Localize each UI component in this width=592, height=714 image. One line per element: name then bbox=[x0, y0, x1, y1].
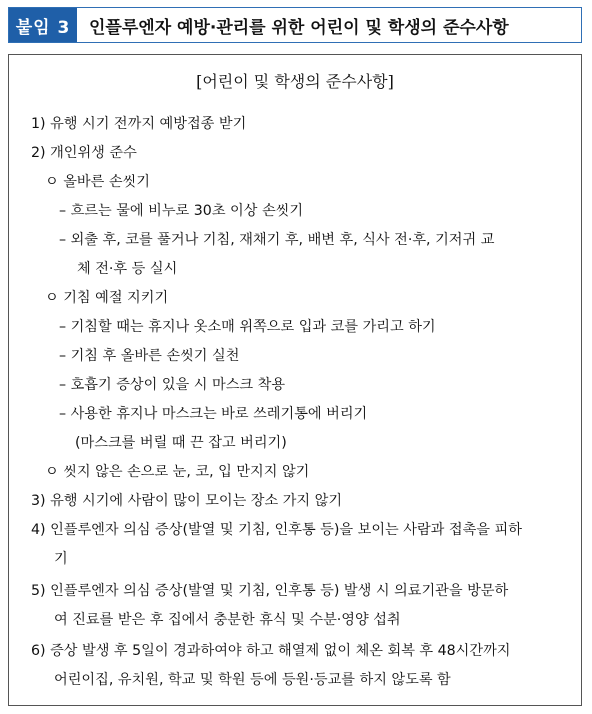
detail-line-cont: 체 전·후 등 실시 bbox=[77, 261, 178, 277]
item-6-cont: 어린이집, 유치원, 학교 및 학원 등에 등원·등교를 하지 않도록 함 bbox=[54, 672, 451, 688]
detail-line: – 호흡기 증상이 있을 시 마스크 착용 bbox=[59, 377, 286, 393]
guidelines-box bbox=[8, 54, 582, 706]
detail-line: – 외출 후, 코를 풀거나 기침, 재채기 후, 배변 후, 식사 전·후, 기저귀 교 bbox=[59, 232, 495, 248]
detail-line-note: (마스크를 버릴 때 끈 잡고 버리기) bbox=[75, 435, 287, 451]
page-title: 인플루엔자 예방·관리를 위한 어린이 및 학생의 준수사항 bbox=[89, 17, 509, 38]
sub-item-cough-etiquette: ㅇ 기침 예절 지키기 bbox=[45, 290, 169, 306]
detail-line: – 흐르는 물에 비누로 30초 이상 손씻기 bbox=[59, 203, 304, 219]
attachment-header bbox=[8, 7, 582, 43]
detail-line: – 기침 후 올바른 손씻기 실천 bbox=[59, 348, 240, 364]
detail-line: – 기침할 때는 휴지나 옷소매 위쪽으로 입과 코를 가리고 하기 bbox=[59, 319, 436, 335]
item-6: 6) 증상 발생 후 5일이 경과하여야 하고 해열제 없이 체온 회복 후 48시간까지 bbox=[31, 643, 511, 659]
item-3: 3) 유행 시기에 사람이 많이 모이는 장소 가지 않기 bbox=[31, 493, 343, 509]
item-5: 5) 인플루엔자 의심 증상(발열 및 기침, 인후통 등) 발생 시 의료기관을 방문하 bbox=[31, 583, 509, 599]
item-5-cont: 여 진료를 받은 후 집에서 충분한 휴식 및 수분·영양 섭취 bbox=[54, 612, 401, 628]
sub-item-handwashing: ㅇ 올바른 손씻기 bbox=[45, 174, 150, 190]
sub-item-no-touching: ㅇ 씻지 않은 손으로 눈, 코, 입 만지지 않기 bbox=[45, 464, 310, 480]
attachment-badge: 붙임 3 bbox=[9, 8, 77, 42]
detail-line: – 사용한 휴지나 마스크는 바로 쓰레기통에 버리기 bbox=[59, 406, 368, 422]
box-title: [어린이 및 학생의 준수사항] bbox=[196, 72, 394, 91]
item-4-cont: 기 bbox=[54, 551, 68, 567]
item-2: 2) 개인위생 준수 bbox=[31, 145, 137, 161]
item-1: 1) 유행 시기 전까지 예방접종 받기 bbox=[31, 116, 247, 132]
item-4: 4) 인플루엔자 의심 증상(발열 및 기침, 인후통 등)을 보이는 사람과 접촉을 피하 bbox=[31, 522, 522, 538]
